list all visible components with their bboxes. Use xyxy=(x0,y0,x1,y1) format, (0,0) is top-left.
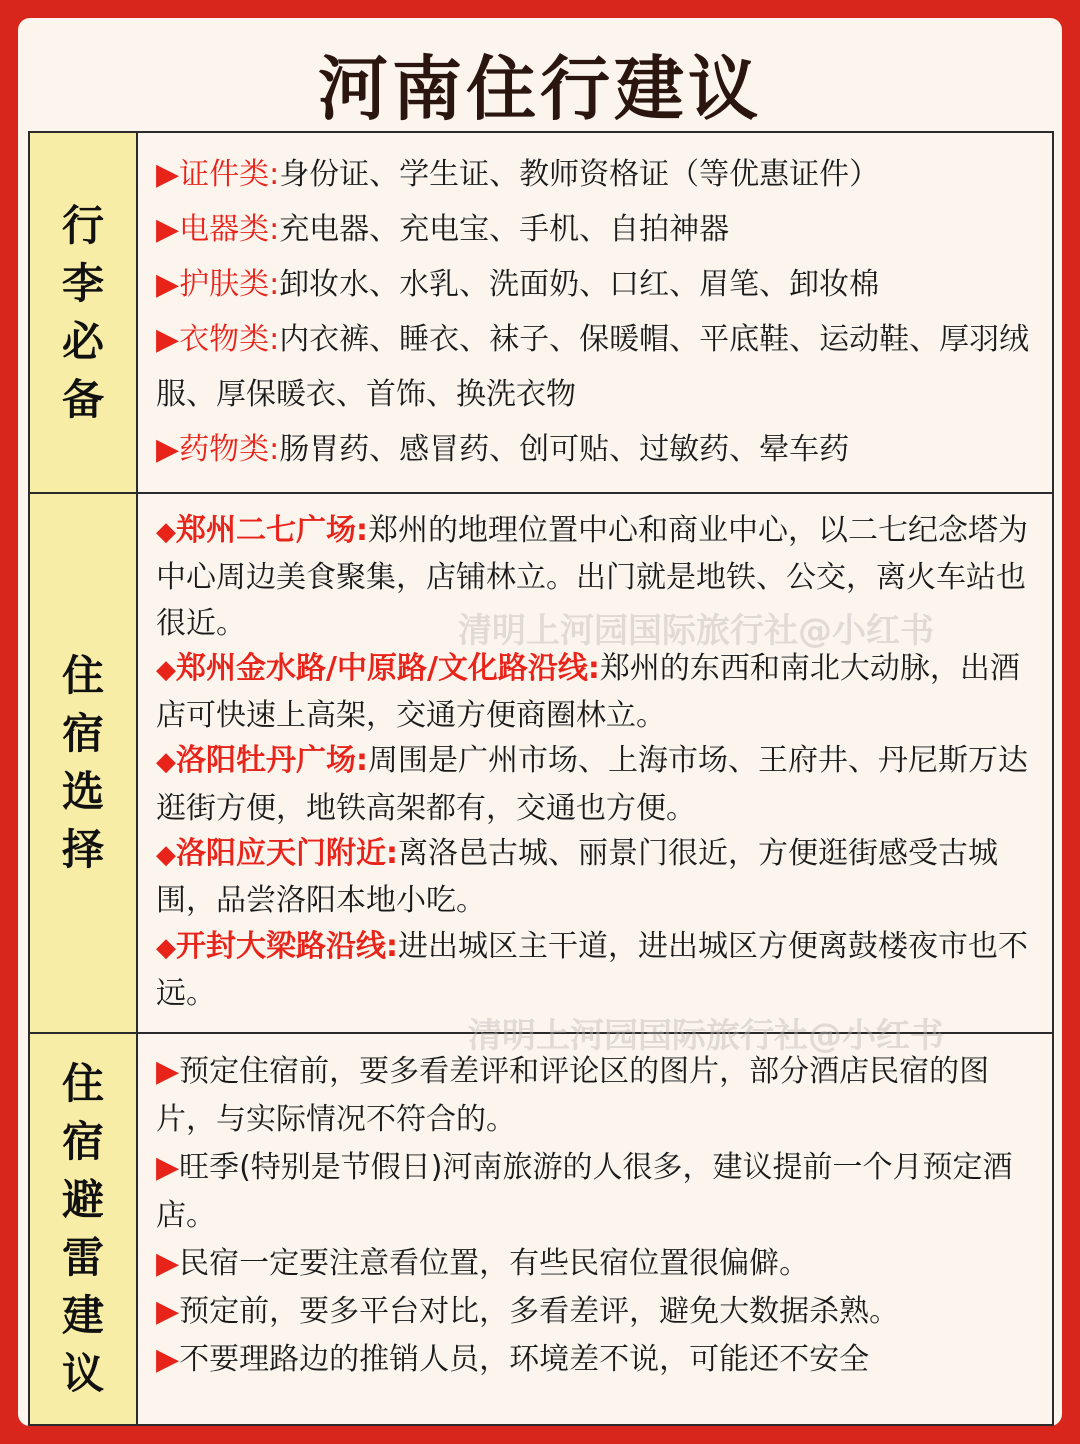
poster-card xyxy=(18,18,1062,1426)
list-item: ▶药物类:肠胃药、感冒药、创可贴、过敏药、晕车药 xyxy=(156,432,850,467)
list-item: ▶旺季(特别是节假日)河南旅游的人很多，建议提前一个月预定酒店。 xyxy=(156,1150,1013,1233)
section-content xyxy=(137,493,1053,1033)
list-item: ▶电器类:充电器、充电宝、手机、自拍神器 xyxy=(156,212,730,247)
section-label-tips: 住宿避雷建议 xyxy=(61,1059,104,1398)
watermark-text: 清明上河园国际旅行社@小红书 xyxy=(468,1016,944,1056)
section-label-lodging: 住宿选择 xyxy=(61,651,104,874)
section-content xyxy=(137,132,1053,493)
triangle-bullet-icon: ▶ xyxy=(156,1342,180,1377)
triangle-bullet-icon: ▶ xyxy=(156,1294,180,1329)
list-item: ▶预定住宿前，要多看差评和评论区的图片，部分酒店民宿的图片，与实际情况不符合的。 xyxy=(156,1054,990,1137)
section-tips xyxy=(29,1033,1053,1425)
list-item: ▶不要理路边的推销人员，环境差不说，可能还不安全 xyxy=(156,1342,870,1377)
triangle-bullet-icon: ▶ xyxy=(156,157,180,192)
triangle-bullet-icon: ▶ xyxy=(156,1246,180,1281)
advice-table xyxy=(28,131,1054,1426)
triangle-bullet-icon: ▶ xyxy=(156,432,180,467)
triangle-bullet-icon: ▶ xyxy=(156,212,180,247)
triangle-bullet-icon: ▶ xyxy=(156,1054,180,1089)
diamond-bullet-icon: ◆ xyxy=(156,654,176,685)
list-item: ▶预定前，要多平台对比，多看差评，避免大数据杀熟。 xyxy=(156,1294,900,1329)
diamond-bullet-icon: ◆ xyxy=(156,517,176,547)
section-content xyxy=(137,1033,1053,1425)
list-item: ▶民宿一定要注意看位置，有些民宿位置很偏僻。 xyxy=(156,1246,810,1281)
diamond-bullet-icon: ◆ xyxy=(156,747,176,778)
page-title: 河南住行建议 xyxy=(318,48,762,130)
list-item: ▶证件类:身份证、学生证、教师资格证（等优惠证件） xyxy=(156,157,880,192)
section-label-luggage: 行李必备 xyxy=(61,200,104,424)
section-label-cell xyxy=(29,493,137,1033)
triangle-bullet-icon: ▶ xyxy=(156,267,180,302)
watermark-text: 清明上河园国际旅行社@小红书 xyxy=(458,611,934,651)
triangle-bullet-icon: ▶ xyxy=(156,1150,180,1185)
list-item: ◆郑州金水路/中原路/文化路沿线:郑州的东西和南北大动脉，出酒店可快速上高架，交通方便商圈林立。 xyxy=(156,650,1020,734)
list-item: ◆开封大梁路沿线:进出城区主干道，进出城区方便离鼓楼夜市也不远。 xyxy=(156,928,1028,1011)
list-item: ▶护肤类:卸妆水、水乳、洗面奶、口红、眉笔、卸妆棉 xyxy=(156,267,880,302)
section-lodging xyxy=(29,493,1053,1033)
diamond-bullet-icon: ◆ xyxy=(156,840,176,871)
list-item: ◆洛阳应天门附近:离洛邑古城、丽景门很近，方便逛街感受古城围，品尝洛阳本地小吃。 xyxy=(156,836,998,919)
section-label-cell xyxy=(29,132,137,493)
section-luggage xyxy=(29,132,1053,493)
list-item: ◆洛阳牡丹广场:周围是广州市场、上海市场、王府井、丹尼斯万达逛街方便，地铁高架都有，交通也方便。 xyxy=(156,743,1028,826)
section-label-cell xyxy=(29,1033,137,1425)
list-item: ◆郑州二七广场:郑州的地理位置中心和商业中心，以二七纪念塔为中心周边美食聚集，店铺林立。出门就是地铁、公交，离火车站也很近。 xyxy=(156,513,1028,641)
diamond-bullet-icon: ◆ xyxy=(156,932,176,963)
triangle-bullet-icon: ▶ xyxy=(156,322,180,357)
list-item: ▶衣物类:内衣裤、睡衣、袜子、保暖帽、平底鞋、运动鞋、厚羽绒服、厚保暖衣、首饰、换洗衣物 xyxy=(156,322,1030,412)
